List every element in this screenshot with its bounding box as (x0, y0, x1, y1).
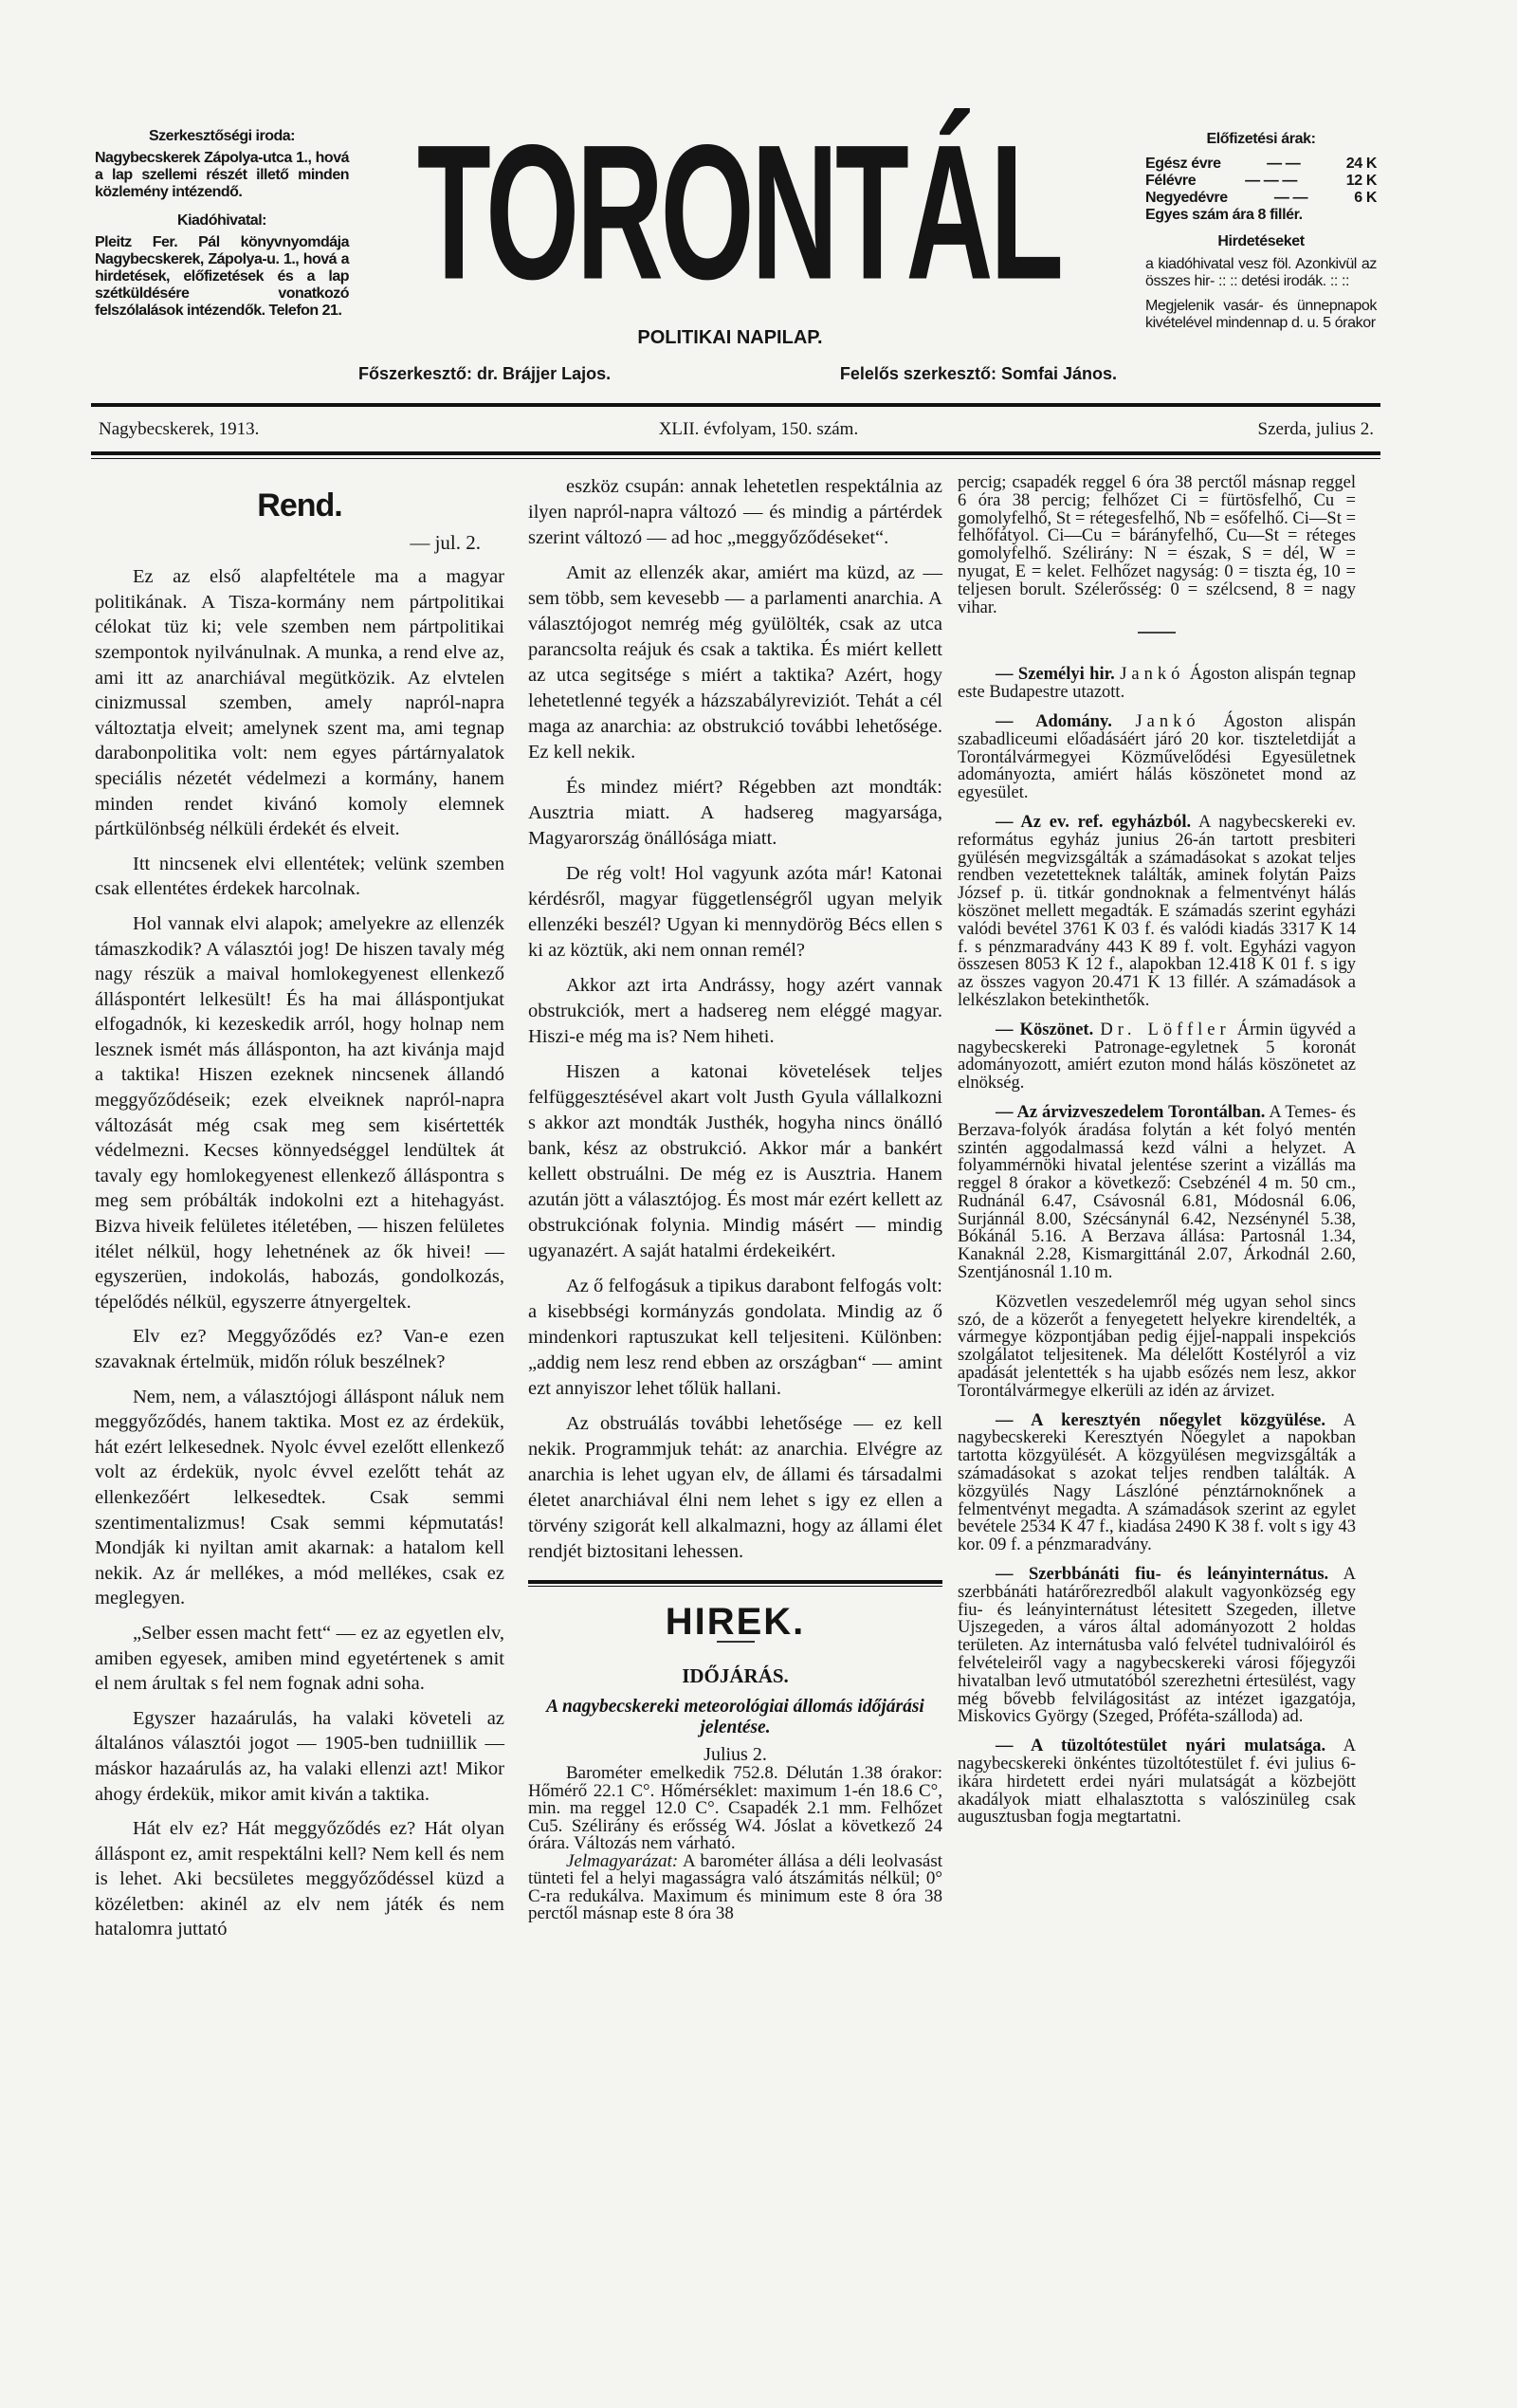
schedule-text: Megjelenik vasár- és ünnepnapok kivételével mindennap d. u. 5 órakor (1145, 298, 1377, 331)
price-row (1145, 190, 1377, 207)
news-item-name: Jankó (1135, 711, 1200, 731)
news-items (958, 666, 1356, 1827)
ads-title: Hirdetéseket (1217, 233, 1305, 249)
column-2 (528, 474, 942, 1923)
masthead-title: TORONTÁL (416, 103, 1061, 320)
article-paragraph: eszköz csupán: annak lehetetlen respektálnia az ilyen napról-napra változó — és mindig a pártérdek szerint változó — ad hoc „meggyőződéseket“. (528, 476, 942, 548)
news-item (958, 1021, 1356, 1093)
article-paragraph: Egyszer hazaárulás, ha valaki követeli az általános választói jogot — 1905-ben tudniillik — máskor hazaárulás az, ha valaki ellenzi azt! Mikor ahogy érdekük, mikor amit kiván a taktika. (95, 1707, 504, 1805)
price-dash: — — (1267, 156, 1301, 172)
article-paragraph: Amit az ellenzék akar, amiért ma küzd, az — sem több, sem kevesebb — a parlamenti anarchia. A választójogot nemrég még gyülölték, csak az utca parancsolta reájuk és csak a taktika. És miért kellett az utca segitsége s miért a taktika? Azért, hogy lehetetlenné tegyék a házszabályreviziót. Tehát a cél maga az anarchia: az obstrukció további lehetősége. Ez kell nekik. (528, 562, 942, 763)
single-price: Egyes szám ára 8 fillér. (1145, 207, 1303, 223)
news-item-body: Ágoston alispán szabadliceumi előadásáért járó 20 kor. tiszteletdiját a Torontálvármegyei Közművelődési Egyesületnek adományozta, amiért hálás köszönetet mond az egyesület. (958, 711, 1357, 803)
news-item (958, 666, 1356, 702)
price-dash: — — — (1245, 173, 1297, 189)
news-item (958, 1104, 1356, 1282)
news-section-title: HIREK. (665, 1601, 806, 1643)
editors-line (358, 364, 1117, 384)
news-item-headline: — A tüzoltótestület nyári mulatsága. (996, 1737, 1326, 1756)
price-label: Egész évre (1145, 156, 1221, 172)
prices-title: Előfizetési árak: (1206, 131, 1316, 147)
article-paragraph: Akkor azt irta Andrássy, hogy azért vannak obstrukciók, mert a hadsereg nem eléggé magyar. Hiszi-e még ma is? Nem hiheti. (528, 975, 942, 1047)
news-item-headline: — Köszönet. (996, 1020, 1094, 1039)
news-item-headline: — Személyi hir. (996, 665, 1115, 685)
article-paragraph: Nem, nem, a választójogi álláspont náluk nem meggyőződés, hanem taktika. Most ez az érdekük, hát ezért lelkesednek. Nyolc évvel ezelőtt ellenkező volt az érdekük, nyolc évvel ezelőtt tehát az ellenkezőért lelkesedtek. Csak semmi szentimentalizmus! Csak semmi képmutatás! Mondják ki nyiltan amit akarnak: a hatalom kell nekik. Az ár mellékes, a mód mellékes, csak ez meglegyen. (95, 1386, 504, 1609)
article-body-part-2 (528, 474, 942, 1565)
editorial-office-box (95, 128, 349, 331)
price-value: 12 K (1345, 173, 1377, 189)
article-paragraph: Elv ez? Meggyőződés ez? Van-e ezen szavaknak értelmük, midőn róluk beszélnek? (95, 1326, 504, 1372)
price-value: 24 K (1345, 156, 1377, 172)
news-item-name: Jankó (1120, 665, 1185, 685)
news-item (958, 713, 1356, 802)
article-paragraph: Ez az első alapfeltétele ma a magyar politikának. A Tisza-kormány nem pártpolitikai célokat tüz ki; vele szemben nem pártpolitikai szempontok nyilvánulnak. A munka, a rend elve az, ami itt az anarchiával megütközik. Az elvtelen cinizmussal szemben, amely napról-napra változtatja elveit; amelynek szent ma, ami tegnap darabonpolitika volt: nem egyes pártárnyalatok speciális nézetét védelmezi a kormány, hanem minden rendet kivánó komoly elemnek pártkülönbség nélküli érdekét és elveit. (95, 566, 504, 840)
news-item-body: A nagybecskereki önkéntes tüzoltótestület f. évi julius 6-ikára hirdetett erdei nyári mulatságát a közbejött akadályok miatt elhalasztotta s valószinüleg csak augusztusban fogja megtartatni. (958, 1737, 1356, 1828)
weather-title: IDŐJÁRÁS. (682, 1664, 789, 1687)
chief-editor: Főszerkesztő: dr. Brájjer Lajos. (358, 364, 612, 383)
article-body-part-1 (95, 564, 504, 1942)
article-paragraph: Itt nincsenek elvi ellentétek; velünk szemben csak ellentétes érdekek harcolnak. (95, 853, 504, 900)
article-date: — jul. 2. (410, 530, 481, 554)
price-list (1145, 156, 1377, 207)
publisher-title: Kiadóhivatal: (177, 212, 266, 229)
news-item (958, 1566, 1356, 1726)
dateline (99, 419, 1374, 440)
news-item-headline: — Az ev. ref. egyházból. (996, 812, 1192, 832)
price-row (1145, 156, 1377, 173)
article-paragraph: „Selber essen macht fett“ — ez az egyetlen elv, amiben egyesek, amiben mind egyetértenek s amit el nem árultak s fel nem fognak adni soha. (95, 1622, 504, 1695)
article-paragraph: Az obstruálás további lehetősége — ez kell nekik. Programmjuk tehát: az anarchia. Elvégre az anarchia is lehet ugyan elv, de állami és társadalmi életet anarchiával élni nem lehet s igy ez ellen a törvény szigorát kell alkalmazni, hogy az állami élet rendjét biztositani lehessen. (528, 1413, 942, 1562)
price-label: Félévre (1145, 173, 1197, 189)
ornament-rule (1138, 632, 1176, 634)
article-paragraph: Hol vannak elvi alapok; amelyekre az ellenzék támaszkodik? A választói jog! De hiszen tavaly még nagy részük a maival homlokegyenest ellenkező álláspontért lelkesült! És ha mai álláspontjukat elfogadnók, ki kezeskedik arról, hogy holnap nem lesznek ismét más állásponton, ha azt kivánja majd a taktika! Hiszen ezeknek nincsenek állandó meggyőződéseik; ezek elveiknek napról-napra változását még csak meg sem kisértették védelmezni. Kecses könnyedséggel lendültek át tavaly egy homlokegyenest ellenkező álláspontra s meg sem próbálták indokolni ezt a hitehagyást. Bizva hiveik felületes itéletében, — hiszen felületes itélet nélkül, hogy lehetnének az ők hivei! — egyszerüen, indokolás, habozás, gondolkozás, tépelődés nélkül, egyszerre átnyergeltek. (95, 912, 504, 1313)
news-item-headline: — A keresztyén nőegylet közgyülése. (996, 1410, 1326, 1430)
news-item (958, 814, 1356, 1010)
subscription-box (1145, 131, 1377, 332)
legend-text: A barométer állása a déli leolvasást tünteti fel a helyi magasságra való átszámitás nélkül; 0° C-ra redukálva. Maximum és minimum este 8 óra 38 perctől másnap este 8 óra 38 (528, 1850, 942, 1923)
ads-text: a kiadóhivatal vesz föl. Azonkivül az összes hir- :: :: detési irodák. :: :: (1145, 256, 1377, 289)
weather-date: Julius 2. (704, 1743, 767, 1765)
article-paragraph: Az ő felfogásuk a tipikus darabont felfogás volt: a kisebbségi kormányzás gondolata. Mindig az ő mindenkori raptuszukat kell teljesiteni. Különben: „addig nem lesz rend ebben az országban“ — amint ezt annyiszor lehet tőlük hallani. (528, 1276, 942, 1399)
dateline-volume: XLII. évfolyam, 150. szám. (658, 419, 859, 439)
news-item-body: A Temes- és Berzava-folyók áradása folytán a két folyó mentén szintén aggodalmassá kezd válni a helyzet. A folyammérnöki hivatal jelentése szerint a vizállás ma reggel 8 órakor a következő: Csebzénél 4 m. 50 cm., Rudnánál 6.47, Csávosnál 6.81, Módosnál 6.06, Surjánnál 8.00, Szécsánynál 6.42, Nezsénynél 5.38, Bókánál 5.16. A Berzava állása: Partosnál 1.34, Kanaknál 2.28, Kismargittánál 2.07, Árkodnál 2.60, Szentjánosnál 1.10 m. (958, 1102, 1357, 1283)
article-title: Rend. (257, 487, 342, 524)
article-paragraph: És mindez miért? Régebben azt mondták: Ausztria miatt. A hadsereg magyarsága, Magyarország önállósága miatt. (528, 777, 942, 849)
masthead (360, 103, 1100, 320)
header-rule-thin (91, 458, 1380, 459)
legend-label: Jelmagyarázat: (566, 1850, 679, 1871)
article-paragraph: Hiszen a katonai követelések teljes felfüggesztésével akart volt Justh Gyula vállalkozni s akkor azt mondták Justhék, hogyha nincs önálló bank, kész az obstrukció. Akkor már a bankért kellett obstruálni. De még ez is Ausztria. Hanem azután jött a választójog. És most már ezért kellett az obstrukciónak folynia. Mindig másért — mindig ugyanazért. A saját hatalmi érdekeikért. (528, 1061, 942, 1261)
weather-subtitle: A nagybecskereki meteorológiai állomás időjárási jelentése. (546, 1696, 924, 1737)
price-label: Negyedévre (1145, 190, 1228, 206)
section-rule (528, 1580, 942, 1587)
price-value: 6 K (1354, 190, 1377, 206)
news-item-body: A nagybecskereki ev. református egyház junius 26-án tartott presbiteri gyülésén megvizsgálták a számadásokat s azokat teljes rendben vezetetteknek találták, aminek folytán Paizs József p. ü. titkár gondnoknak a felmentvényt hálás köszönet mellett megadták. E számadás szerint egyházi valódi bevétel 3761 K 03 f. és valódi kiadás 3317 K 14 f. s pénzmaradvány 443 K 89 f. volt. Egyházi vagyon összesen 8053 K 12 f., alapokban 12.418 K 01 f. s igy az összes vagyon 20.471 K 13 fillér. A számadások a lelkészlakon betekinthetők. (958, 812, 1356, 1010)
weather-text: Barométer emelkedik 752.8. Délután 1.38 órakor: Hőmérő 22.1 C°. Hőmérséklet: maximum 1-én 18.6 C°, min. ma reggel 12.0 C°. Csapadék 2.1 mm. Felhőzet Cu5. Szélirány és erősség W4. Jóslat a következő 24 órára. Változás nem várható. (528, 1763, 942, 1853)
dateline-place: Nagybecskerek, 1913. (99, 419, 260, 439)
header-rule-bottom (91, 451, 1380, 455)
article-paragraph: Hát elv ez? Hát meggyőződés ez? Hát olyan álláspont ez, amit respektálni kell? Nem kell és nem is lehet. Aki becsületes meggyőződéssel küzd a közéletben: akinél az elv nem játék és nem hatalomra juttató (95, 1818, 504, 1940)
news-item-headline: — Az árvizveszedelem Torontálban. (996, 1102, 1266, 1122)
masthead-subtitle: POLITIKAI NAPILAP. (637, 327, 823, 348)
article-paragraph: De rég volt! Hol vagyunk azóta már! Katonai kérdésről, magyar függetlenségről ugyan melyik ellenzéki beszél? Ugyan ki mennydörög Bécs ellen s ki az köztük, aki nem onnan remél? (528, 863, 942, 961)
office-title: Szerkesztőségi iroda: (149, 128, 295, 144)
header-rule (91, 403, 1380, 407)
news-item (958, 1294, 1356, 1401)
news-item (958, 1412, 1356, 1554)
news-item-body: Ágoston alispán tegnap este Budapestre utazott. (958, 665, 1357, 703)
dateline-day: Szerda, julius 2. (1257, 419, 1374, 439)
publisher-text: Pleitz Fer. Pál könyvnyomdája Nagybecskerek, Zápolya-u. 1., hová a hirdetések, előfizetések és a lap szétküldésére vonatkozó felszólalások intézendők. Telefon 21. (95, 234, 349, 319)
office-text: Nagybecskerek Zápolya-utca 1., hová a lap szellemi részét illető minden közlemény intézendő. (95, 150, 349, 200)
weather-report (528, 1664, 942, 1923)
news-item-body: A nagybecskereki Keresztyén Nőegylet a napokban tartotta közgyülését. A közgyülésen megvizsgálták a számadásokat s azokat teljes rendben találták. A közgyülés Nagy Lászlóné pénztárnoknőnek a felmentvényt megadta. A számadások szerint az egylet bevétele 2534 K 47 f., kiadása 2490 K 38 f. volt s igy 43 kor. 09 f. a pénzmaradvány. (958, 1410, 1357, 1555)
responsible-editor: Felelős szerkesztő: Somfai János. (839, 364, 1117, 383)
news-item-body: A szerbbánáti határőrezredből alakult vagyonközség egy fiu- és leányinternátust létesitett Szegeden, illetve Ujszegeden, a város által adományozott 2 holdas területen. Az internátusba való felvétel tudnivalóiról és felvételeiről vagy a nagybecskereki városi főjegyzői hivatalban levő utmutatóból szerezhetni értesülést, vagy még bővebb felvilágositást az intézet igazgatója, Miskovics György (Szeged, Próféta-szálloda) ad. (958, 1565, 1356, 1727)
weather-legend (528, 1850, 942, 1923)
legend-continued: percig; csapadék reggel 6 óra 38 perctől másnap reggel 6 óra 38 percig; felhőzet Ci = fürtösfelhő, Cu = gomolyfelhő, St = rétegesfelhő, Nb = esőfelhő. Ci—St = felhőfátyol. Ci—Cu = bárányfelhő, Cu—St = réteges gomolyfelhő. Szélirány: N = észak, S = dél, W = nyugat, E = kelet. Felhőzet nagyság: 0 = tiszta ég, 10 = teljesen borult. Szélerősség: 0 = szélcsend, 8 = nagy vihar. (958, 473, 1356, 617)
column-1 (95, 474, 504, 1952)
news-item (958, 1737, 1356, 1827)
price-dash: — — (1273, 190, 1308, 206)
news-item-body: Közvetlen veszedelemről még ugyan sehol sincs szó, de a közerőt a fenyegetett helyekre kirendelték, a vármegye központjában pedig éjjel-nappali inspekciós szolgálatot teljesitenek. Ma délelőtt Kostélyról a viz apadását jelentették s ha ujabb esőzés nem lesz, akkor Torontálvármegye elkerüli az idén az árvizet. (958, 1292, 1356, 1401)
news-item-name: Dr. Löffler (1100, 1020, 1231, 1039)
news-item-body: Ármin ügyvéd a nagybecskereki Patronage-egyletnek 5 koronát adományozott, amiért ezuton mond hálás köszönetet az elnökség. (958, 1020, 1356, 1094)
news-item-headline: — Adomány. (996, 711, 1112, 731)
price-row (1145, 173, 1377, 190)
news-item-headline: — Szerbbánáti fiu- és leányinternátus. (996, 1565, 1329, 1585)
column-3 (958, 474, 1356, 1838)
